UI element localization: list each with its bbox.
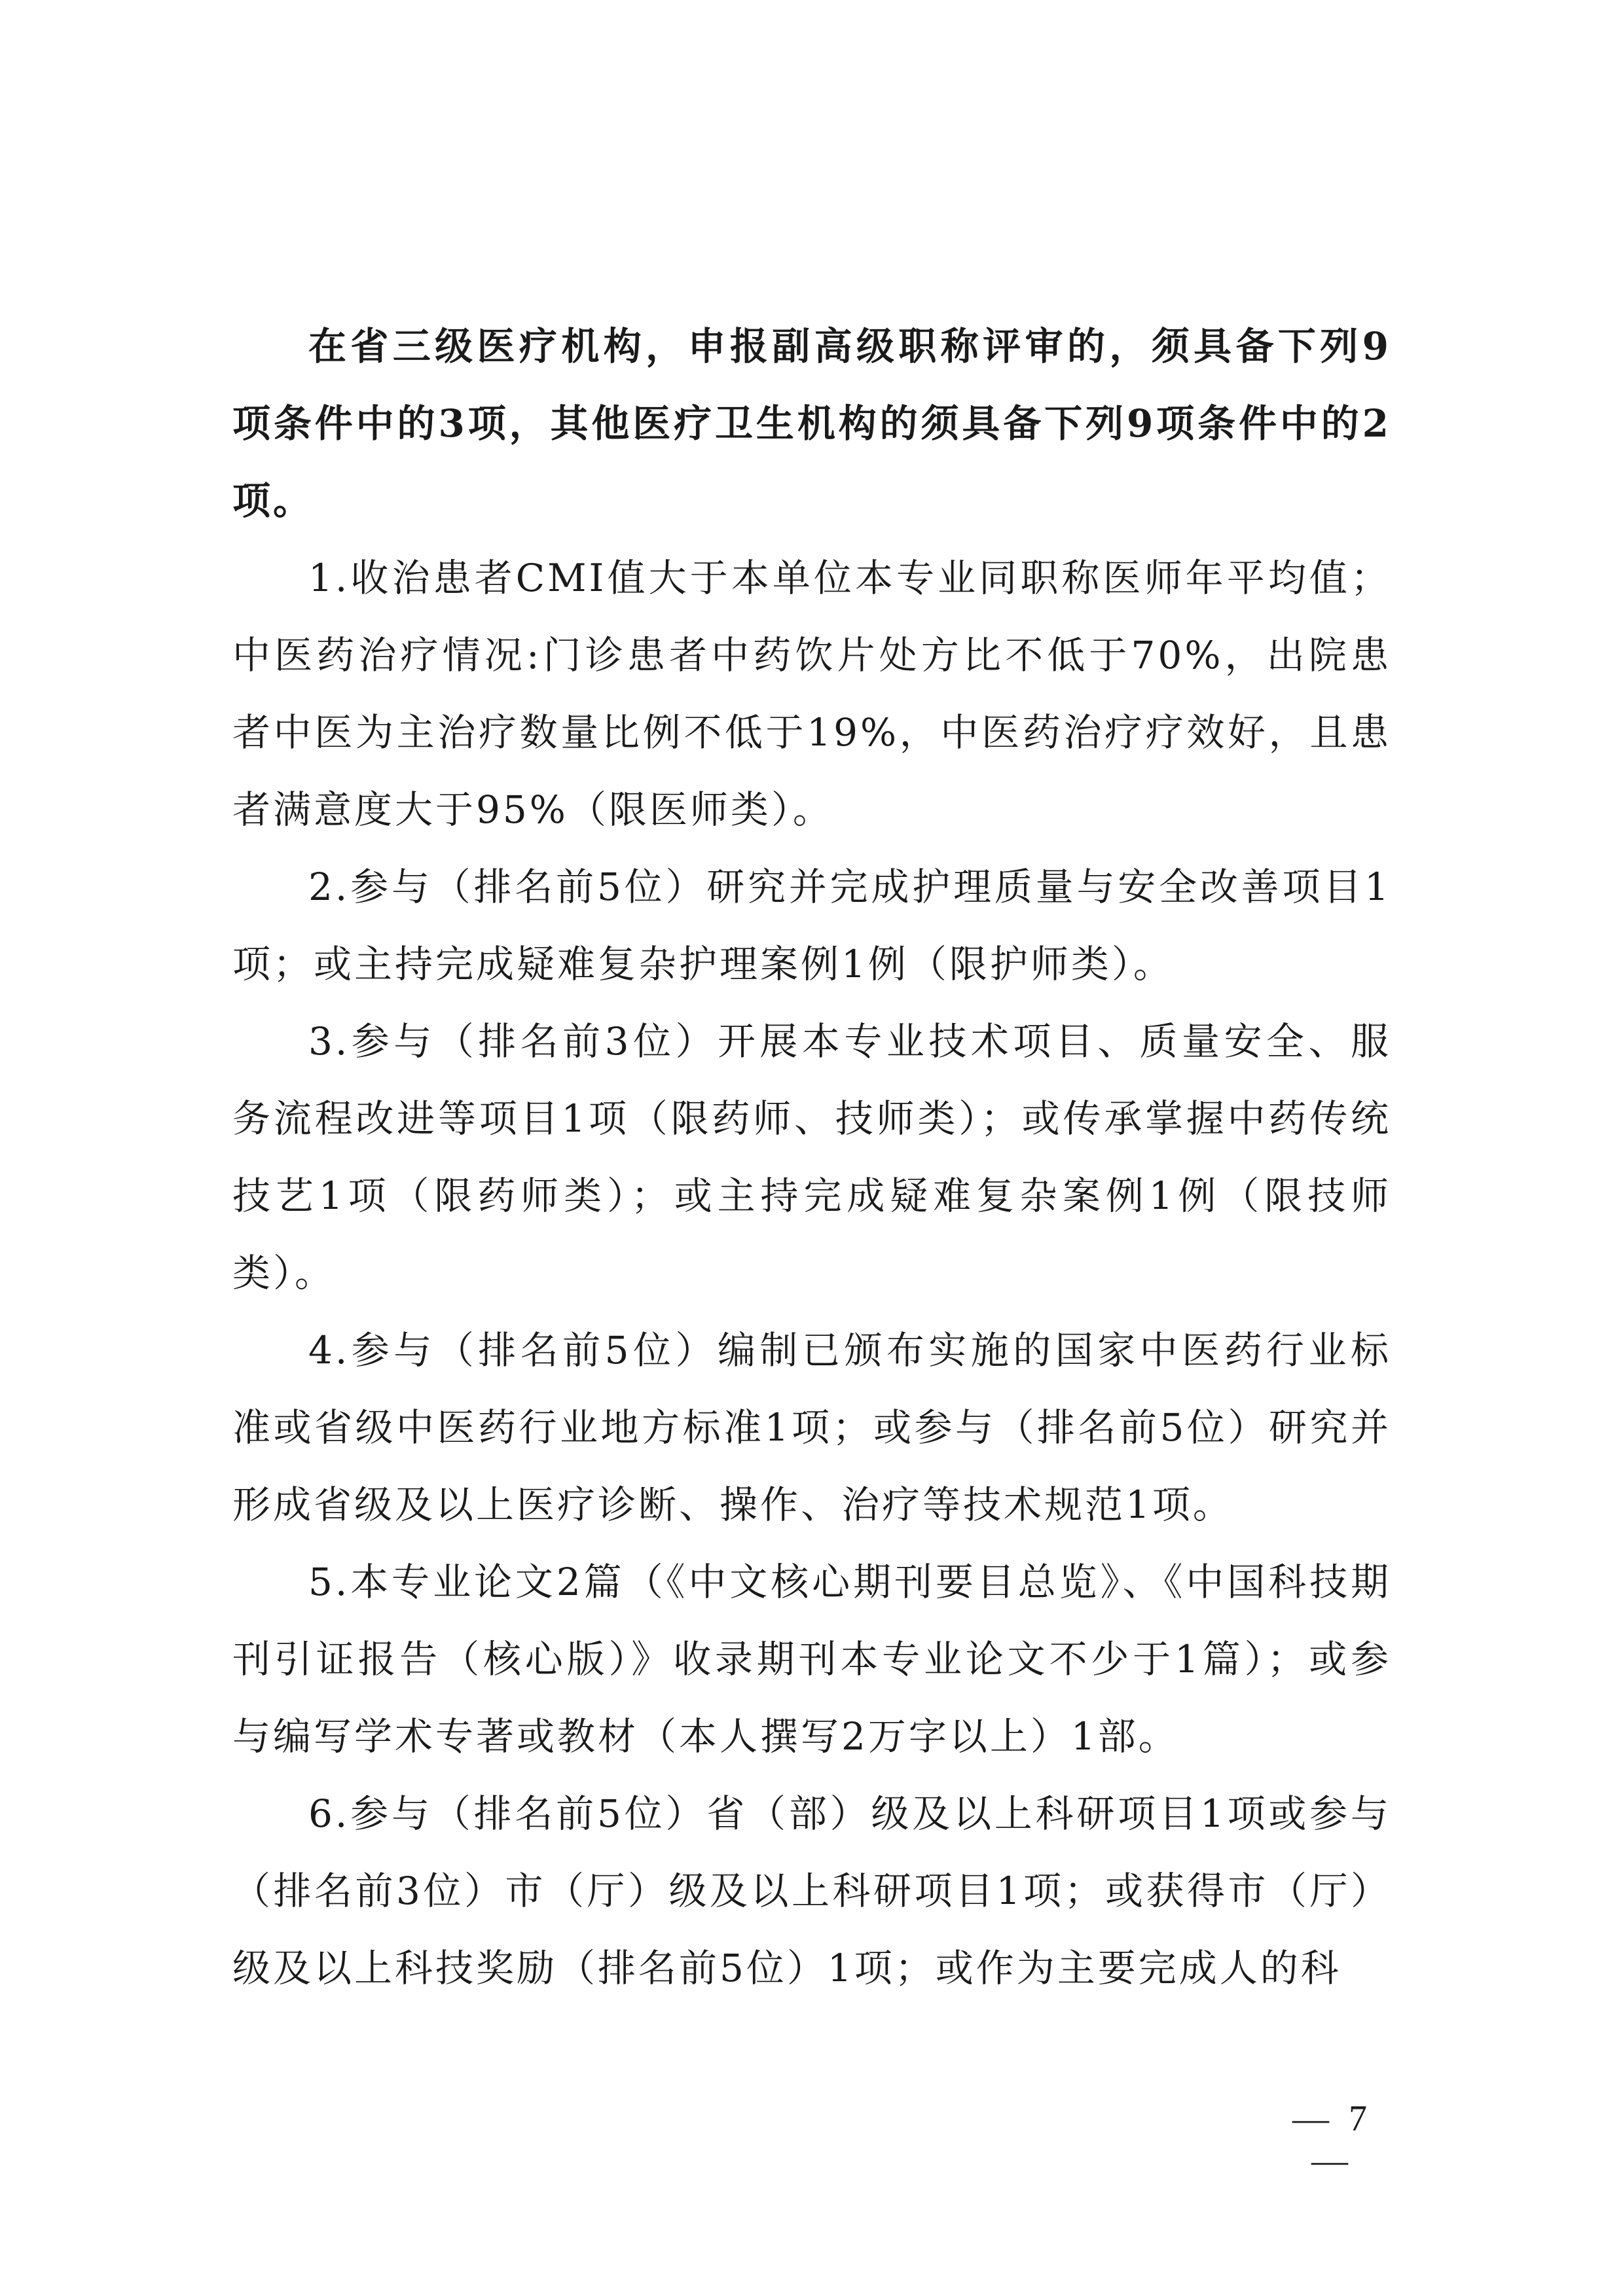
condition-item-1: 1.收治患者CMI值大于本单位本专业同职称医师年平均值；中医药治疗情况:门诊患者中药饮片处方比不低于70%，出院患者中医为主治疗数量比例不低于19%，中医药治疗疗效好，且患者满意度大于95%（限医师类）。 <box>232 556 1391 832</box>
condition-item-4: 4.参与（排名前5位）编制已颁布实施的国家中医药行业标准或省级中医药行业地方标准1项；或参与（排名前5位）研究并形成省级及以上医疗诊断、操作、治疗等技术规范1项。 <box>232 1328 1391 1527</box>
condition-item-3: 3.参与（排名前3位）开展本专业技术项目、质量安全、服务流程改进等项目1项（限药师、技师类）；或传承掌握中药传统技艺1项（限药师类）；或主持完成疑难复杂案例1例（限技师类）。 <box>232 1019 1391 1295</box>
intro-paragraph: 在省三级医疗机构，申报副高级职称评审的，须具备下列9项条件中的3项，其他医疗卫生机构的须具备下列9项条件中的2项。 <box>232 324 1391 523</box>
condition-item-2: 2.参与（排名前5位）研究并完成护理质量与安全改善项目1项；或主持完成疑难复杂护理案例1例（限护师类）。 <box>232 865 1391 986</box>
document-body <box>232 308 1391 2007</box>
page-number: — 7 — <box>1292 2098 1372 2181</box>
condition-item-5: 5.本专业论文2篇（《中文核心期刊要目总览》、《中国科技期刊引证报告（核心版）》收录期刊本专业论文不少于1篇）；或参与编写学术专著或教材（本人撰写2万字以上）1部。 <box>232 1560 1391 1759</box>
condition-item-6: 6.参与（排名前5位）省（部）级及以上科研项目1项或参与（排名前3位）市（厅）级及以上科研项目1项；或获得市（厅）级及以上科技奖励（排名前5位）1项；或作为主要完成人的科 <box>232 1791 1391 1990</box>
